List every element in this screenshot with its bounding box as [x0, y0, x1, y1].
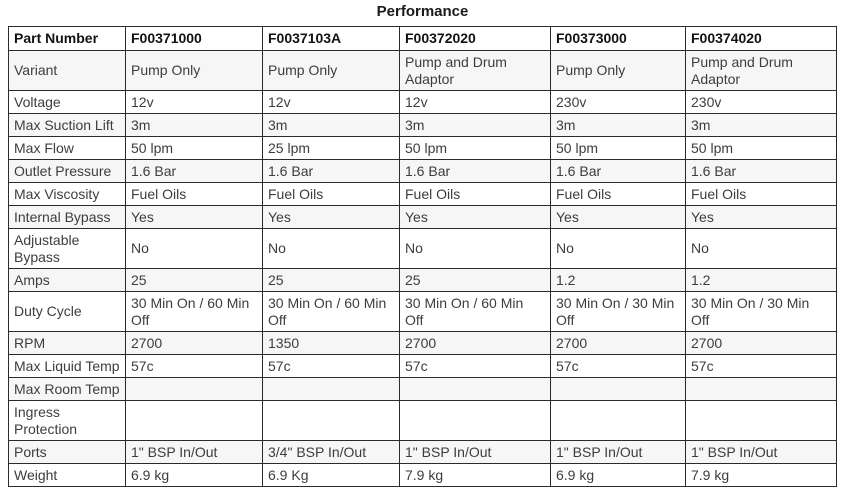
cell: 1.6 Bar — [126, 160, 263, 183]
cell: No — [551, 229, 686, 269]
cell: 3m — [263, 114, 400, 137]
cell: 3m — [126, 114, 263, 137]
cell — [263, 378, 400, 401]
header-row — [9, 27, 837, 51]
table-row — [9, 269, 837, 292]
row-label: Adjustable Bypass — [9, 229, 126, 269]
cell: 3m — [686, 114, 837, 137]
cell: 6.9 kg — [126, 464, 263, 487]
cell: 50 lpm — [686, 137, 837, 160]
cell — [686, 378, 837, 401]
row-label: Weight — [9, 464, 126, 487]
cell: 2700 — [126, 332, 263, 355]
row-label: Max Suction Lift — [9, 114, 126, 137]
table-row — [9, 332, 837, 355]
row-label: Max Room Temp — [9, 378, 126, 401]
table-row — [9, 292, 837, 332]
cell: 57c — [263, 355, 400, 378]
cell — [400, 401, 551, 441]
cell: 1.2 — [686, 269, 837, 292]
cell: Yes — [551, 206, 686, 229]
table-row — [9, 378, 837, 401]
cell: 230v — [551, 91, 686, 114]
cell: Pump Only — [126, 51, 263, 91]
table-row — [9, 355, 837, 378]
cell — [551, 401, 686, 441]
cell — [263, 401, 400, 441]
cell: 1" BSP In/Out — [551, 441, 686, 464]
cell: No — [686, 229, 837, 269]
cell: 57c — [400, 355, 551, 378]
cell: 1" BSP In/Out — [400, 441, 551, 464]
row-label: Outlet Pressure — [9, 160, 126, 183]
cell: Pump Only — [551, 51, 686, 91]
cell: Fuel Oils — [551, 183, 686, 206]
cell: 25 — [400, 269, 551, 292]
cell: 3m — [400, 114, 551, 137]
cell: Fuel Oils — [126, 183, 263, 206]
row-label: Ports — [9, 441, 126, 464]
cell: 25 — [126, 269, 263, 292]
table-row — [9, 91, 837, 114]
cell: 25 — [263, 269, 400, 292]
part-number-header: F00373000 — [551, 27, 686, 51]
table-row — [9, 137, 837, 160]
cell: 2700 — [400, 332, 551, 355]
row-label: Internal Bypass — [9, 206, 126, 229]
cell: Yes — [263, 206, 400, 229]
cell: Pump and Drum Adaptor — [686, 51, 837, 91]
part-number-header: F0037103A — [263, 27, 400, 51]
cell: Yes — [126, 206, 263, 229]
cell: 230v — [686, 91, 837, 114]
cell: 1" BSP In/Out — [686, 441, 837, 464]
cell: 1" BSP In/Out — [126, 441, 263, 464]
cell: 50 lpm — [126, 137, 263, 160]
cell: 30 Min On / 60 Min Off — [263, 292, 400, 332]
cell: 12v — [263, 91, 400, 114]
cell: No — [263, 229, 400, 269]
table-row — [9, 441, 837, 464]
performance-table — [8, 26, 837, 487]
row-label: Max Flow — [9, 137, 126, 160]
row-label: Variant — [9, 51, 126, 91]
row-label: Voltage — [9, 91, 126, 114]
part-number-header: F00374020 — [686, 27, 837, 51]
row-label: RPM — [9, 332, 126, 355]
cell: 1.6 Bar — [400, 160, 551, 183]
page-title: Performance — [376, 3, 469, 20]
cell: 57c — [126, 355, 263, 378]
part-number-header: F00371000 — [126, 27, 263, 51]
cell: No — [126, 229, 263, 269]
cell: 3m — [551, 114, 686, 137]
cell: 12v — [126, 91, 263, 114]
cell: 6.9 kg — [551, 464, 686, 487]
cell — [400, 378, 551, 401]
cell: Fuel Oils — [400, 183, 551, 206]
table-row — [9, 183, 837, 206]
cell: 30 Min On / 30 Min Off — [686, 292, 837, 332]
table-row — [9, 51, 837, 91]
cell: 25 lpm — [263, 137, 400, 160]
cell: 57c — [551, 355, 686, 378]
table-body — [9, 51, 837, 487]
table-row — [9, 114, 837, 137]
cell: 57c — [686, 355, 837, 378]
cell: Yes — [400, 206, 551, 229]
cell — [686, 401, 837, 441]
cell: Pump and Drum Adaptor — [400, 51, 551, 91]
cell: 1.6 Bar — [686, 160, 837, 183]
cell: 1.6 Bar — [551, 160, 686, 183]
cell: 1.6 Bar — [263, 160, 400, 183]
cell — [126, 378, 263, 401]
table-row — [9, 206, 837, 229]
cell: 50 lpm — [551, 137, 686, 160]
row-label: Ingress Protection — [9, 401, 126, 441]
cell: 50 lpm — [400, 137, 551, 160]
table-row — [9, 229, 837, 269]
cell: Fuel Oils — [263, 183, 400, 206]
cell: 1.2 — [551, 269, 686, 292]
table-row — [9, 464, 837, 487]
row-label: Max Viscosity — [9, 183, 126, 206]
cell: 30 Min On / 30 Min Off — [551, 292, 686, 332]
cell: Yes — [686, 206, 837, 229]
cell: Fuel Oils — [686, 183, 837, 206]
cell: 30 Min On / 60 Min Off — [126, 292, 263, 332]
cell: 2700 — [686, 332, 837, 355]
cell: 7.9 kg — [686, 464, 837, 487]
cell: 12v — [400, 91, 551, 114]
cell: Pump Only — [263, 51, 400, 91]
row-label: Max Liquid Temp — [9, 355, 126, 378]
row-label: Duty Cycle — [9, 292, 126, 332]
cell: 7.9 kg — [400, 464, 551, 487]
table-row — [9, 160, 837, 183]
cell: 3/4" BSP In/Out — [263, 441, 400, 464]
cell: No — [400, 229, 551, 269]
cell: 1350 — [263, 332, 400, 355]
cell: 30 Min On / 60 Min Off — [400, 292, 551, 332]
cell — [551, 378, 686, 401]
row-label: Amps — [9, 269, 126, 292]
cell — [126, 401, 263, 441]
part-number-header: F00372020 — [400, 27, 551, 51]
table-row — [9, 401, 837, 441]
cell: 2700 — [551, 332, 686, 355]
cell: 6.9 Kg — [263, 464, 400, 487]
row-label-header: Part Number — [9, 27, 126, 51]
